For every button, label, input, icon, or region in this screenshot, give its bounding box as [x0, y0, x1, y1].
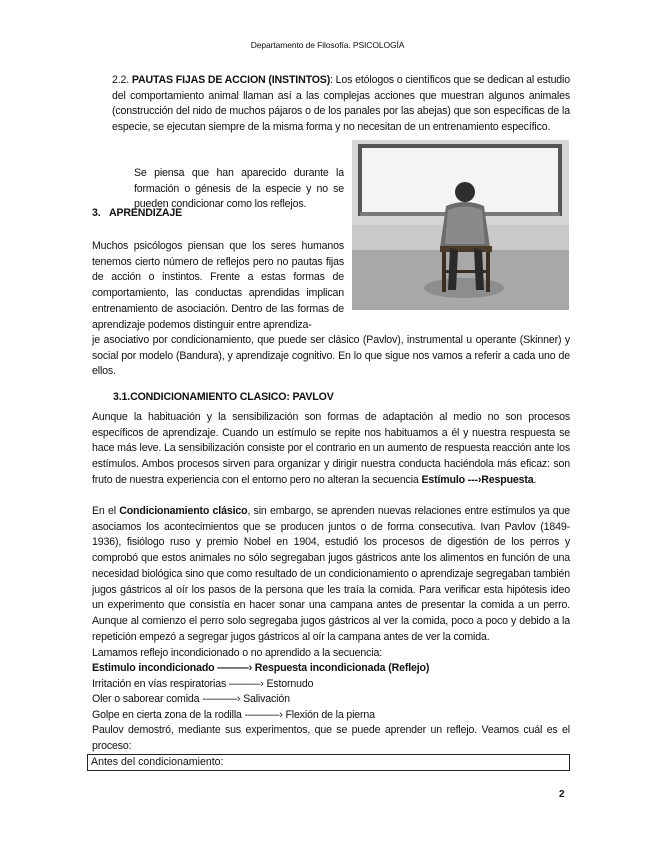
paragraph-2-text: , sin embargo, se aprenden nuevas relaciones entre estímulos ya que asociamos los acontecimientos que se producen juntos o de forma consecutiva. Ivan Pavlov (1849-1936), fisiólogo ruso y premio Nobel en 1904, estudió los procesos de digestión de los perros y comprobó que estos animales no sólo segregaban jugos gástricos ante los alimentos en función de una necesidad biológica sino que como resultado de un condicionamiento o aprendizaje segregaban también jugos gástricos al oír los pasos de la persona que les traía la comida. Para verificar esta hipótesis ideo un experimento que consistía en hacer sonar una campana antes de presentar la comida a un perro. Aunque al comienzo el perro solo segregaba jugos gástricos al ver la comida, poco a poco y debido a la repetición empezó a segregar jugos gástricos al oír la campana antes de ver la comida.	[92, 505, 571, 643]
before-conditioning-label: Antes del condicionamiento:	[91, 756, 224, 768]
section-2-2-number: 2.2.	[112, 74, 130, 86]
section-2-2-paragraph	[112, 73, 570, 136]
reflex-example-3: Golpe en cierta zona de la rodilla -———› Flexión de la pierna	[92, 709, 375, 721]
section-3-1-heading	[113, 390, 334, 406]
paragraph-1-bold-response: Respuesta	[481, 473, 534, 486]
paragraph-1-text: Aunque la habituación y la sensibilización son formas de adaptación al medio no son procesos específicos de aprendizaje. Cuando un estímulo se repite nos habituamos a él y nuestra respuesta se hace más leve. La sensibilización consiste por el contrario en un aumento de respuesta reacción ante los estímulos. Ambos procesos sirven para organizar y dirigir nuestra conducta haciéndola más eficaz: son fruto de nuestra experiencia con el entorno pero no alteran la secuencia	[92, 411, 570, 486]
section-2-2-text: : Los etólogos o científicos que se dedican al estudio del comportamiento animal llaman así a las complejas acciones que muestran algunos animales (construcción del nido de muchos pájaros o de los panales por las abejas) que son específicas de la especie, se ejecutan siempre de la misma forma y no necesitan de un entrenamiento específico.	[112, 74, 570, 134]
photo-illustration	[352, 140, 569, 310]
paragraph-2-bold-term: Condicionamiento clásico	[119, 505, 248, 517]
section-3-full-text: je asociativo por condicionamiento, que puede ser clásico (Pavlov), instrumental u operante (Skinner) y social por modelo (Bandura), y aprendizaje cognitivo. En lo que sigue nos vamos a referir a cada uno de ellos.	[92, 334, 570, 378]
section-3-1-title: CONDICIONAMIENTO CLASICO: PAVLOV	[130, 391, 334, 403]
section-3-1-paragraph-2	[92, 504, 570, 645]
section-2-2-continuation: Se piensa que han aparecido durante la formación o génesis de la especie y no se pueden condicionar como los reflejos.	[134, 167, 344, 211]
section-3-wrap-text: Muchos psicólogos piensan que los seres humanos tenemos cierto número de reflejos pero no pautas fijas de acción o instintos. Frente a estas formas de comportamiento, las conductas aprendidas implican entrenamiento de asociación. Dentro de las formas de aprendizaje podemos distinguir entre aprendiza-	[92, 240, 344, 331]
page-number: 2	[559, 789, 565, 800]
section-2-2-title: PAUTAS FIJAS DE ACCION (INSTINTOS)	[131, 74, 331, 86]
section-3-1-paragraph-1: Aunque la habituación y la sensibilización son formas de adaptación al medio no son procesos específicos de aprendizaje. Cuando un estímulo se repite nos habituamos a él y nuestra respuesta se hace más leve. La sensibilización consiste por el contrario en un aumento de respuesta reacción ante los estímulos. Ambos procesos sirven para organizar y dirigir nuestra conducta haciéndola más eficaz: son fruto de nuestra experiencia con el entorno pero no alteran la secuencia Estímulo ---›Respuesta.	[92, 411, 570, 486]
section-3-heading	[92, 206, 182, 222]
student-at-whiteboard-photo	[352, 140, 569, 310]
reflex-sequence-bold: Estimulo incondicionado ———› Respuesta incondicionada (Reflejo)	[92, 662, 430, 674]
reflex-intro-line: Lamamos reflejo incondicionado o no aprendido a la secuencia:	[92, 647, 383, 659]
closing-paragraph: Paulov demostró, mediante sus experimentos, que se puede aprender un reflejo. Veamos cuál es el proceso:	[92, 724, 570, 752]
section-3-title: APRENDIZAJE	[108, 207, 183, 219]
paragraph-2-prefix: En el	[92, 505, 120, 517]
reflex-example-1: Irritación en vías respiratorias ———› Estornudo	[92, 678, 314, 690]
page-header: Departamento de Filosofía. PSICOLOGÍA	[250, 40, 405, 50]
section-3-1-number: 3.1.	[113, 391, 131, 403]
before-conditioning-box	[87, 754, 570, 771]
paragraph-1-bold-stimulus: Estímulo ---›	[421, 473, 482, 486]
section-3-number: 3.	[92, 207, 101, 219]
reflex-example-2: Oler o saborear comida -———› Salivación	[92, 693, 290, 705]
